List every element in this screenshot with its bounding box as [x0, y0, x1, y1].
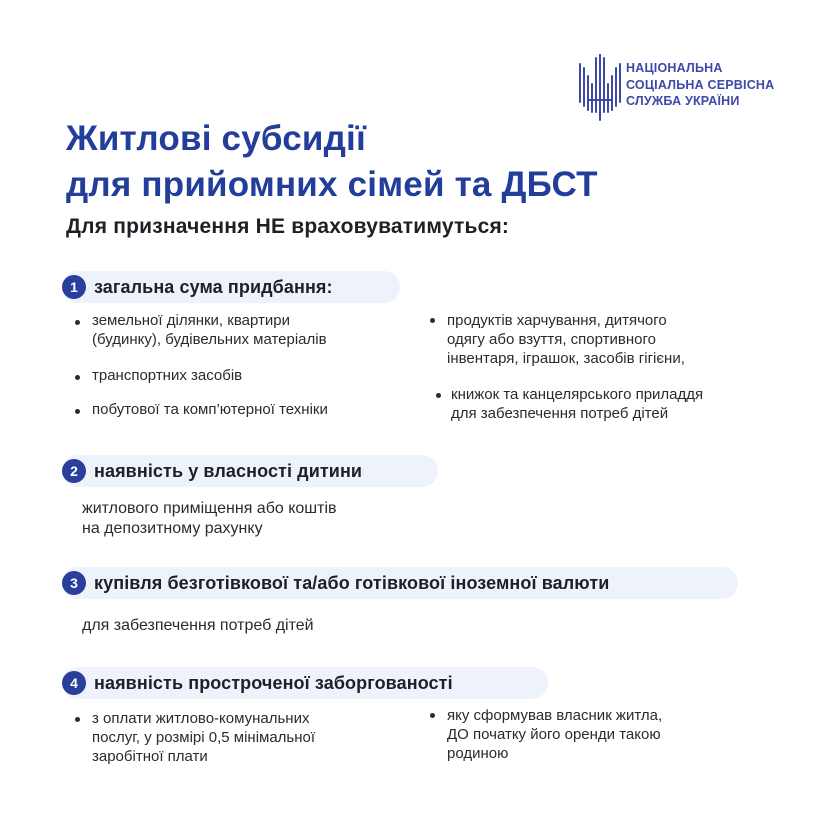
- section-2-text: [82, 499, 337, 539]
- list-item: [447, 311, 685, 368]
- text-line: побутової та комп’ютерної техніки: [92, 401, 328, 418]
- text-line: для забезпечення потреб дітей: [451, 405, 669, 422]
- list-item: [447, 706, 662, 763]
- list-item: [92, 311, 327, 349]
- section-3-heading: [62, 567, 738, 599]
- bullet-dot: [75, 409, 80, 414]
- bullet-dot: [436, 393, 441, 398]
- text-line: (будинку), будівельних матеріалів: [92, 331, 327, 348]
- title-line: Житлові субсидії: [66, 119, 366, 158]
- text-line: яку сформував власник житла,: [447, 707, 663, 724]
- trident-icon: [576, 54, 626, 124]
- text-line: послуг, у розмірі 0,5 мінімальної: [92, 729, 316, 746]
- text-line: заробітної плати: [92, 748, 208, 765]
- bullet-dot: [75, 717, 80, 722]
- list-item: [92, 400, 328, 419]
- text-line: транспортних засобів: [92, 367, 243, 384]
- section-heading-label: наявність у власності дитини: [94, 460, 363, 481]
- section-3-text: [82, 616, 314, 636]
- logo-line: СОЦІАЛЬНА СЕРВІСНА: [626, 77, 775, 92]
- text-line: для забезпечення потреб дітей: [82, 617, 314, 634]
- list-item: [92, 366, 242, 385]
- text-line: на депозитному рахунку: [82, 520, 263, 537]
- list-item: [92, 709, 315, 766]
- bullet-dot: [75, 320, 80, 325]
- page-title: [66, 116, 786, 208]
- text-line: з оплати житлово-комунальних: [92, 710, 310, 727]
- section-1-heading: [62, 271, 400, 303]
- section-heading-label: купівля безготівкової та/або готівкової іноземної валюти: [94, 572, 610, 593]
- bullet-dot: [430, 318, 435, 323]
- section-2-heading: [62, 455, 438, 487]
- text-line: одягу або взуття, спортивного: [447, 331, 656, 348]
- text-line: ДО початку його оренди такою: [447, 726, 661, 743]
- section-heading-label: наявність простроченої заборгованості: [94, 672, 453, 693]
- section-heading-label: загальна сума придбання:: [94, 276, 333, 297]
- section-number: 2: [62, 459, 86, 483]
- text-line: інвентаря, іграшок, засобів гігієни,: [447, 350, 685, 367]
- text-line: книжок та канцелярського приладдя: [451, 386, 704, 403]
- text-line: земельної ділянки, квартири: [92, 312, 290, 329]
- page-subtitle: Для призначення НЕ враховуватимуться:: [66, 215, 510, 238]
- list-item: [451, 385, 703, 423]
- logo-line: СЛУЖБА УКРАЇНИ: [626, 94, 740, 108]
- section-4-heading: [62, 667, 548, 699]
- title-line: для прийомних сімей та ДБСТ: [66, 165, 598, 204]
- bullet-dot: [75, 375, 80, 380]
- section-number: 1: [62, 275, 86, 299]
- logo-line: НАЦІОНАЛЬНА: [626, 61, 723, 75]
- text-line: продуктів харчування, дитячого: [447, 312, 667, 329]
- text-line: родиною: [447, 745, 509, 762]
- section-number: 3: [62, 571, 86, 595]
- logo-text: [626, 60, 811, 110]
- section-number: 4: [62, 671, 86, 695]
- bullet-dot: [430, 713, 435, 718]
- text-line: житлового приміщення або коштів: [82, 500, 337, 517]
